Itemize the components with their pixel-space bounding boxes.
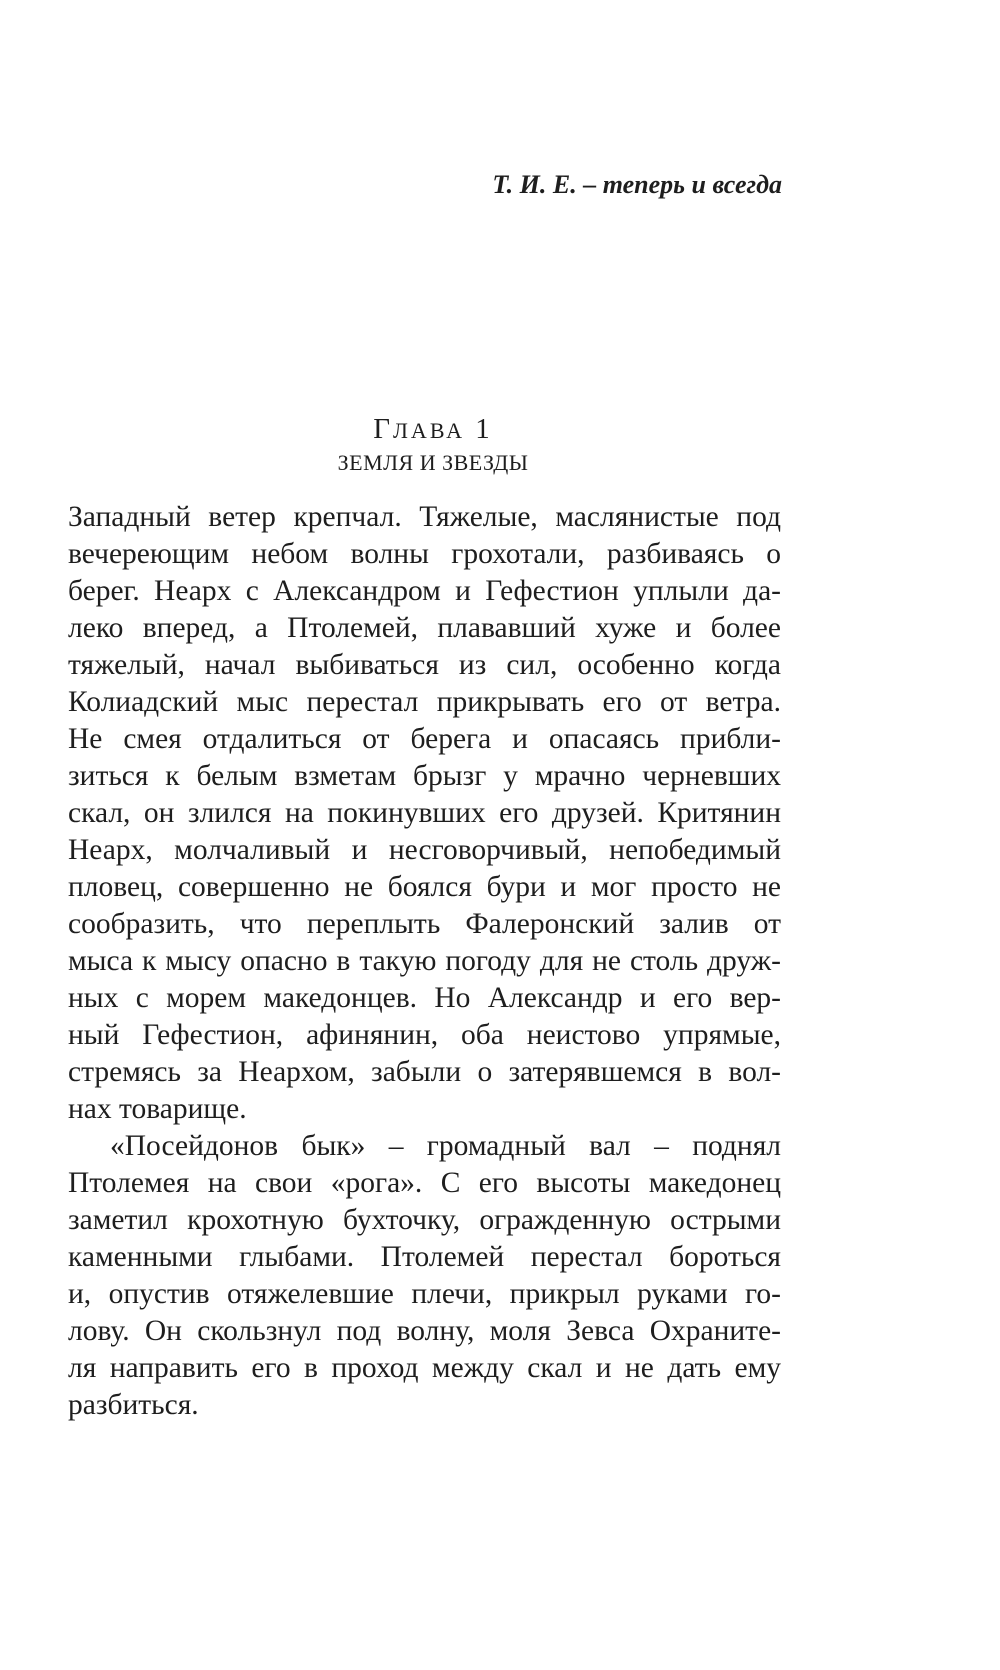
- text-line: леко вперед, а Птолемей, плававший хуже и более: [68, 612, 781, 644]
- text-line: стремясь за Неархом, забыли о затерявшемся в вол-: [68, 1056, 781, 1088]
- paragraph: [68, 1128, 781, 1424]
- chapter-digit: 1: [475, 413, 493, 445]
- text-line: сообразить, что переплыть Фалеронский залив от: [68, 908, 781, 940]
- chapter-body: [68, 499, 781, 1424]
- text-line: «Посейдонов бык» – громадный вал – поднял: [110, 1130, 781, 1162]
- text-line: Не смея отдалиться от берега и опасаясь прибли-: [68, 723, 781, 755]
- chapter-title: ЗЕМЛЯ И ЗВЕЗДЫ: [337, 450, 529, 475]
- text-line: заметил крохотную бухточку, огражденную острыми: [68, 1204, 781, 1236]
- text-line: ный Гефестион, афинянин, оба неистово упрямые,: [68, 1019, 781, 1051]
- text-line: ных с морем македонцев. Но Александр и его вер-: [68, 982, 781, 1014]
- chapter-word-rest: ЛАВА: [393, 418, 465, 443]
- text-line: Птолемея на свои «рога». С его высоты македонец: [68, 1167, 781, 1199]
- text-line: пловец, совершенно не боялся бури и мог просто не: [68, 871, 781, 903]
- chapter-number: [0, 413, 866, 446]
- text-line: скал, он злился на покинувших его друзей. Критянин: [68, 797, 781, 829]
- text-line: ля направить его в проход между скал и не дать ему: [68, 1352, 781, 1384]
- text-line: Западный ветер крепчал. Тяжелые, маслянистые под: [68, 501, 781, 533]
- text-line: зиться к белым взметам брызг у мрачно черневших: [68, 760, 781, 792]
- text-line: тяжелый, начал выбиваться из сил, особенно когда: [68, 649, 781, 681]
- text-line: нах товарище.: [68, 1093, 247, 1125]
- paragraph: [68, 499, 781, 1128]
- text-line: и, опустив отяжелевшие плечи, прикрыл руками го-: [68, 1278, 781, 1310]
- text-line: Неарх, молчаливый и несговорчивый, непобедимый: [68, 834, 781, 866]
- chapter-word-initial: Г: [373, 413, 394, 445]
- text-line: разбиться.: [68, 1389, 199, 1421]
- text-line: мыса к мысу опасно в такую погоду для не столь друж-: [68, 945, 781, 977]
- epigraph: Т. И. Е. – теперь и всегда: [492, 170, 782, 199]
- text-line: Колиадский мыс перестал прикрывать его от ветра.: [68, 686, 781, 718]
- text-line: берег. Неарх с Александром и Гефестион уплыли да-: [68, 575, 781, 607]
- text-line: лову. Он скользнул под волну, моля Зевса Охраните-: [68, 1315, 781, 1347]
- text-line: каменными глыбами. Птолемей перестал бороться: [68, 1241, 781, 1273]
- text-line: вечереющим небом волны грохотали, разбиваясь о: [68, 538, 781, 570]
